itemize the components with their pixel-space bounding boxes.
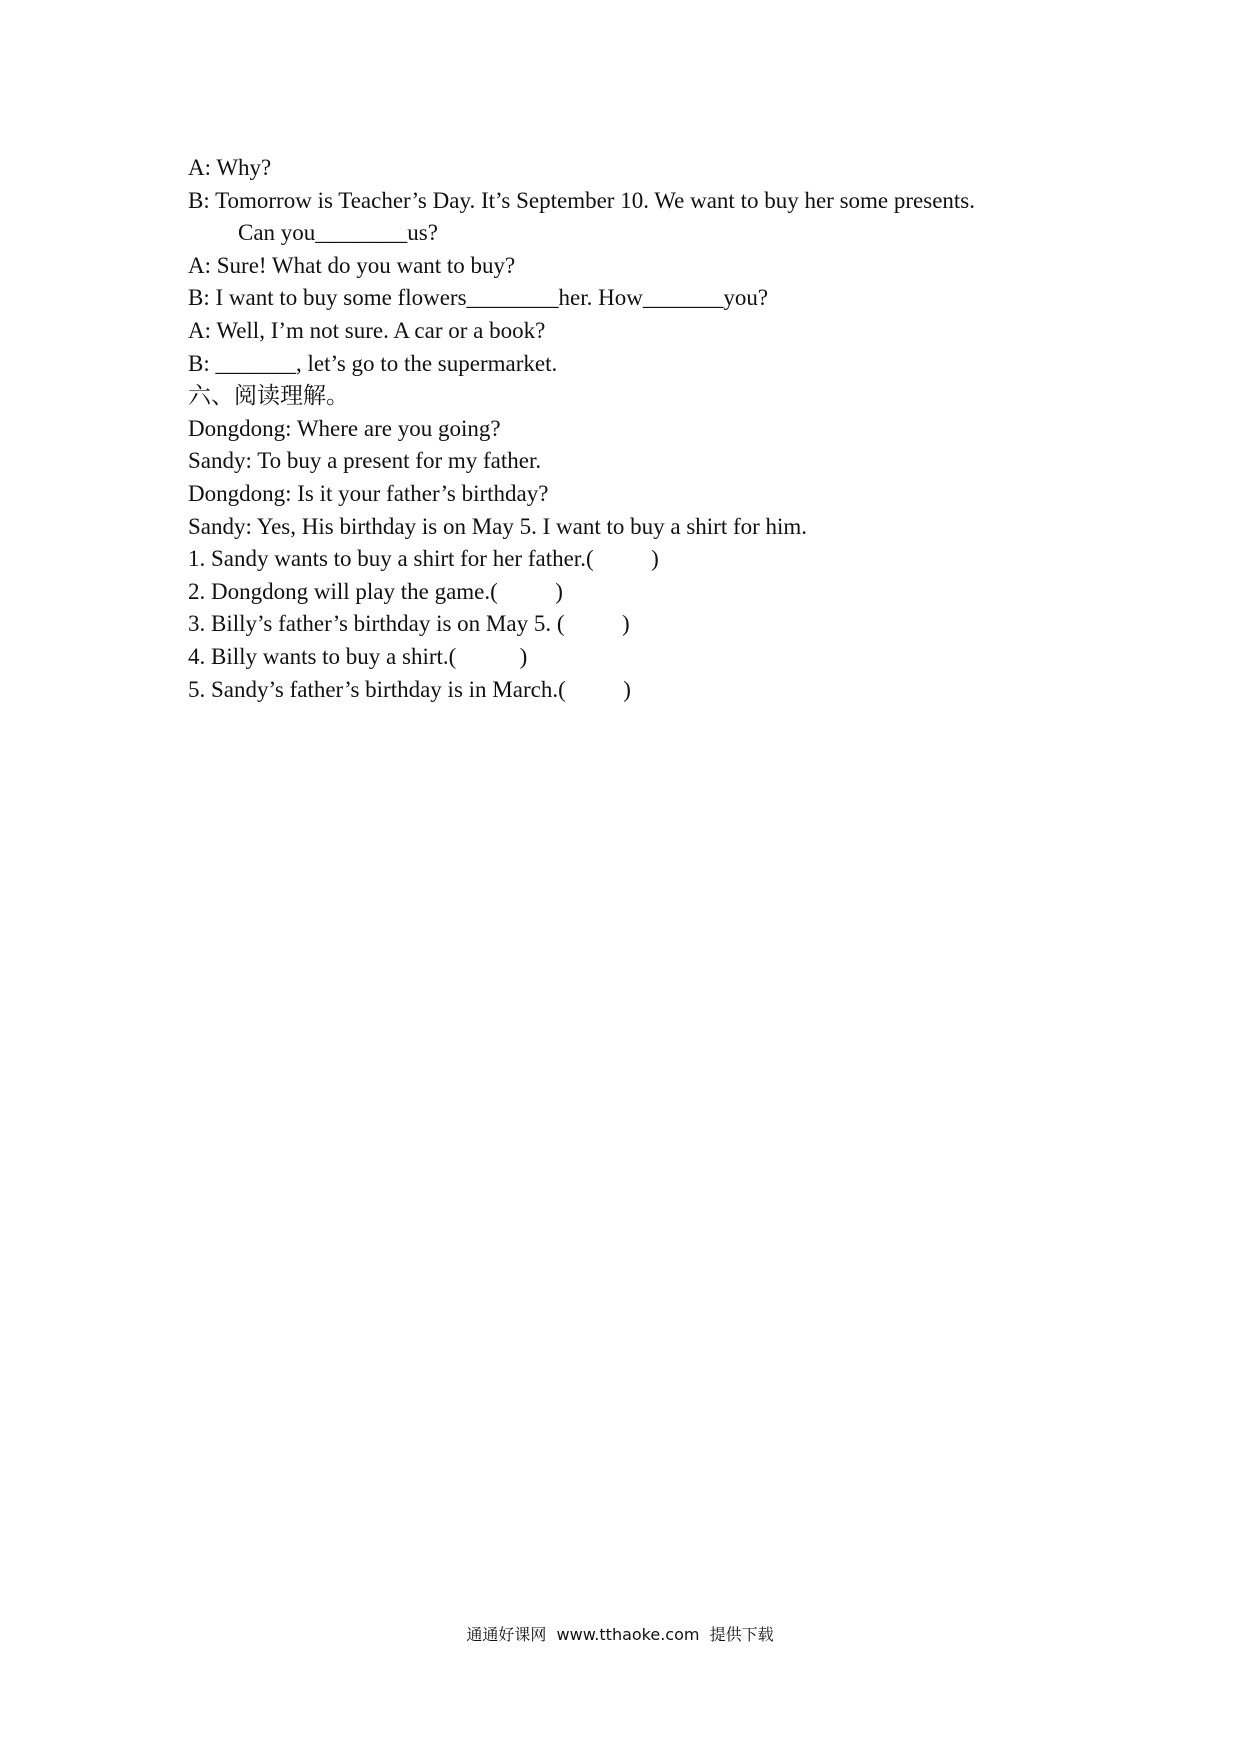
dialogue-line-continued: Can you________us? <box>238 220 438 246</box>
dialogue-line: B: Tomorrow is Teacher’s Day. It’s September 10. We want to buy her some presents. <box>188 187 975 213</box>
dialogue-line: A: Why? <box>188 155 272 180</box>
dialogue-line: A: Sure! What do you want to buy? <box>188 252 516 278</box>
worksheet-content <box>188 152 1088 706</box>
page-footer: 通通好课网 www.tthaoke.com 提供下载 <box>466 1625 774 1644</box>
dialogue-line: A: Well, I’m not sure. A car or a book? <box>188 317 546 343</box>
question-item: 1. Sandy wants to buy a shirt for her father.( ) <box>188 546 659 572</box>
reading-dialogue-line: Sandy: To buy a present for my father. <box>188 448 542 474</box>
dialogue-line: B: I want to buy some flowers________her. How_______you? <box>188 285 769 311</box>
reading-dialogue-line: Sandy: Yes, His birthday is on May 5. I want to buy a shirt for him. <box>188 513 808 539</box>
question-item: 3. Billy’s father’s birthday is on May 5. ( ) <box>188 611 630 637</box>
section-heading: 六、阅读理解。 <box>188 383 349 409</box>
reading-dialogue-line: Dongdong: Where are you going? <box>188 415 501 441</box>
question-item: 5. Sandy’s father’s birthday is in March.( ) <box>188 676 631 702</box>
question-item: 4. Billy wants to buy a shirt.( ) <box>188 643 528 669</box>
dialogue-line: B: _______, let’s go to the supermarket. <box>188 350 558 376</box>
reading-dialogue-line: Dongdong: Is it your father’s birthday? <box>188 480 549 506</box>
question-item: 2. Dongdong will play the game.( ) <box>188 578 563 604</box>
